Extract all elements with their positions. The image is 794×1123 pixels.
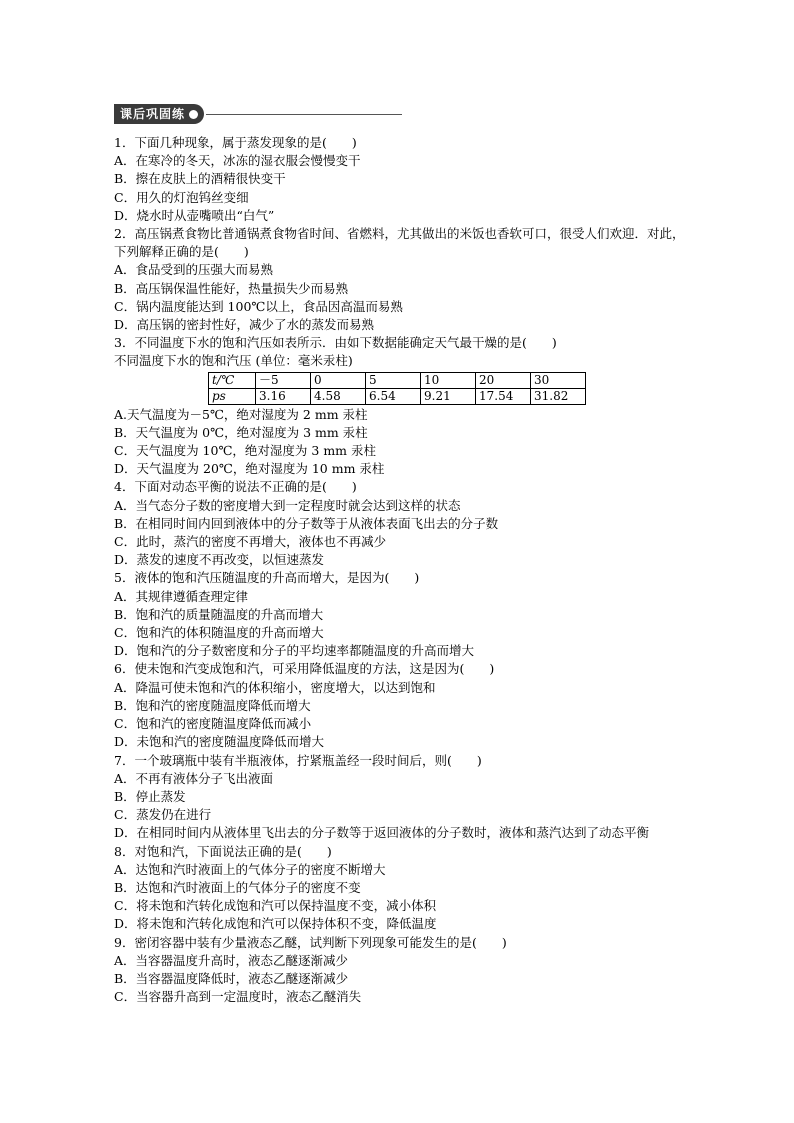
table-row bbox=[209, 372, 586, 388]
question-8 bbox=[114, 843, 694, 934]
section-title: 课后巩固练 bbox=[120, 106, 186, 121]
table-cell: －5 bbox=[256, 372, 311, 388]
table-cell: 20 bbox=[476, 372, 531, 388]
question-stem: 9．密闭容器中装有少量液态乙醚，试判断下列现象可能发生的是( ) bbox=[114, 934, 507, 950]
question-stem: 7．一个玻璃瓶中装有半瓶液体，拧紧瓶盖经一段时间后，则( ) bbox=[114, 752, 482, 768]
question-stem: 3．不同温度下水的饱和汽压如表所示．由如下数据能确定天气最干燥的是( ) bbox=[114, 335, 557, 351]
option-a: A.天气温度为－5℃，绝对湿度为 2 mm 汞柱 bbox=[114, 406, 368, 422]
header-rule bbox=[206, 114, 402, 115]
table-cell: 4.58 bbox=[311, 388, 366, 404]
question-9 bbox=[114, 934, 694, 1007]
option-c: C．锅内温度能达到 100℃以上，食品因高温而易熟 bbox=[114, 298, 403, 314]
option-b: B．达饱和汽时液面上的气体分子的密度不变 bbox=[114, 879, 361, 895]
option-a: A．其规律遵循查理定律 bbox=[114, 588, 249, 604]
option-d: D．天气温度为 20℃，绝对湿度为 10 mm 汞柱 bbox=[114, 461, 385, 477]
option-a: A．当气态分子数的密度增大到一定程度时就会达到这样的状态 bbox=[114, 497, 461, 513]
table-cell: 5 bbox=[366, 372, 421, 388]
option-d: D．将未饱和汽转化成饱和汽可以保持体积不变，降低温度 bbox=[114, 916, 437, 932]
option-d: D．饱和汽的分子数密度和分子的平均速率都随温度的升高而增大 bbox=[114, 643, 475, 659]
table-caption: 不同温度下水的饱和汽压 (单位：毫米汞柱) bbox=[114, 353, 353, 369]
option-c: C．天气温度为 10℃，绝对湿度为 3 mm 汞柱 bbox=[114, 443, 377, 459]
option-c: C．蒸发仍在进行 bbox=[114, 807, 212, 823]
option-b: B．高压锅保温性能好，热量损失少而易熟 bbox=[114, 280, 349, 296]
question-7 bbox=[114, 752, 694, 843]
bullet-dot-icon bbox=[189, 110, 198, 119]
question-2 bbox=[114, 225, 694, 334]
question-stem: 2．高压锅煮食物比普通锅煮食物省时间、省燃料，尤其做出的米饭也香软可口，很受人们欢迎．对此，下列解释正确的是( ) bbox=[114, 226, 685, 260]
table-header-cell: t/℃ bbox=[209, 372, 256, 388]
option-c: C．饱和汽的体积随温度的升高而增大 bbox=[114, 625, 324, 641]
option-d: D．高压锅的密封性好，减少了水的蒸发而易熟 bbox=[114, 317, 375, 333]
option-b: B．当容器温度降低时，液态乙醚逐渐减少 bbox=[114, 970, 349, 986]
option-b: B．天气温度为 0℃，绝对湿度为 3 mm 汞柱 bbox=[114, 424, 368, 440]
question-1 bbox=[114, 134, 694, 225]
option-a: A．降温可使未饱和汽的体积缩小，密度增大，以达到饱和 bbox=[114, 679, 436, 695]
option-a: A．当容器温度升高时，液态乙醚逐渐减少 bbox=[114, 952, 349, 968]
section-title-box bbox=[114, 104, 204, 124]
option-d: D．蒸发的速度不再改变，以恒速蒸发 bbox=[114, 552, 325, 568]
option-c: C．此时，蒸汽的密度不再增大，液体也不再减少 bbox=[114, 534, 387, 550]
question-stem: 5．液体的饱和汽压随温度的升高而增大，是因为( ) bbox=[114, 570, 420, 586]
table-cell: 10 bbox=[421, 372, 476, 388]
option-a: A．在寒冷的冬天，冰冻的湿衣服会慢慢变干 bbox=[114, 153, 361, 169]
table-cell: 31.82 bbox=[531, 388, 586, 404]
option-b: B．饱和汽的质量随温度的升高而增大 bbox=[114, 606, 324, 622]
worksheet bbox=[114, 104, 694, 1006]
table-cell: 0 bbox=[311, 372, 366, 388]
question-stem: 1．下面几种现象，属于蒸发现象的是( ) bbox=[114, 135, 357, 150]
option-d: D．未饱和汽的密度随温度降低而增大 bbox=[114, 734, 325, 750]
option-c: C．当容器升高到一定温度时，液态乙醚消失 bbox=[114, 989, 362, 1005]
question-4 bbox=[114, 478, 694, 569]
table-cell: 30 bbox=[531, 372, 586, 388]
section-header bbox=[114, 104, 694, 124]
option-d: D．在相同时间内从液体里飞出去的分子数等于返回液体的分子数时，液体和蒸汽达到了动态平衡 bbox=[114, 825, 650, 841]
question-5 bbox=[114, 569, 694, 660]
table-header-cell: ps bbox=[209, 388, 256, 404]
saturation-pressure-table bbox=[208, 372, 586, 405]
question-6 bbox=[114, 660, 694, 751]
question-stem: 4．下面对动态平衡的说法不正确的是( ) bbox=[114, 479, 357, 495]
option-a: A．达饱和汽时液面上的气体分子的密度不断增大 bbox=[114, 861, 386, 877]
table-cell: 9.21 bbox=[421, 388, 476, 404]
option-a: A．不再有液体分子飞出液面 bbox=[114, 770, 274, 786]
table-cell: 3.16 bbox=[256, 388, 311, 404]
table-row bbox=[209, 388, 586, 404]
option-d: D．烧水时从壶嘴喷出“白气” bbox=[114, 207, 275, 223]
option-b: B．擦在皮肤上的酒精很快变干 bbox=[114, 171, 286, 187]
option-a: A．食品受到的压强大而易熟 bbox=[114, 262, 274, 278]
question-3 bbox=[114, 334, 694, 478]
option-b: B．在相同时间内回到液体中的分子数等于从液体表面飞出去的分子数 bbox=[114, 515, 499, 531]
table-cell: 6.54 bbox=[366, 388, 421, 404]
option-b: B．停止蒸发 bbox=[114, 788, 186, 804]
option-b: B．饱和汽的密度随温度降低而增大 bbox=[114, 697, 311, 713]
option-c: C．用久的灯泡钨丝变细 bbox=[114, 189, 249, 205]
table-cell: 17.54 bbox=[476, 388, 531, 404]
question-stem: 8．对饱和汽，下面说法正确的是( ) bbox=[114, 843, 332, 859]
option-c: C．饱和汽的密度随温度降低而减小 bbox=[114, 716, 312, 732]
option-c: C．将未饱和汽转化成饱和汽可以保持温度不变，减小体积 bbox=[114, 898, 437, 914]
question-stem: 6．使未饱和汽变成饱和汽，可采用降低温度的方法，这是因为( ) bbox=[114, 661, 495, 677]
